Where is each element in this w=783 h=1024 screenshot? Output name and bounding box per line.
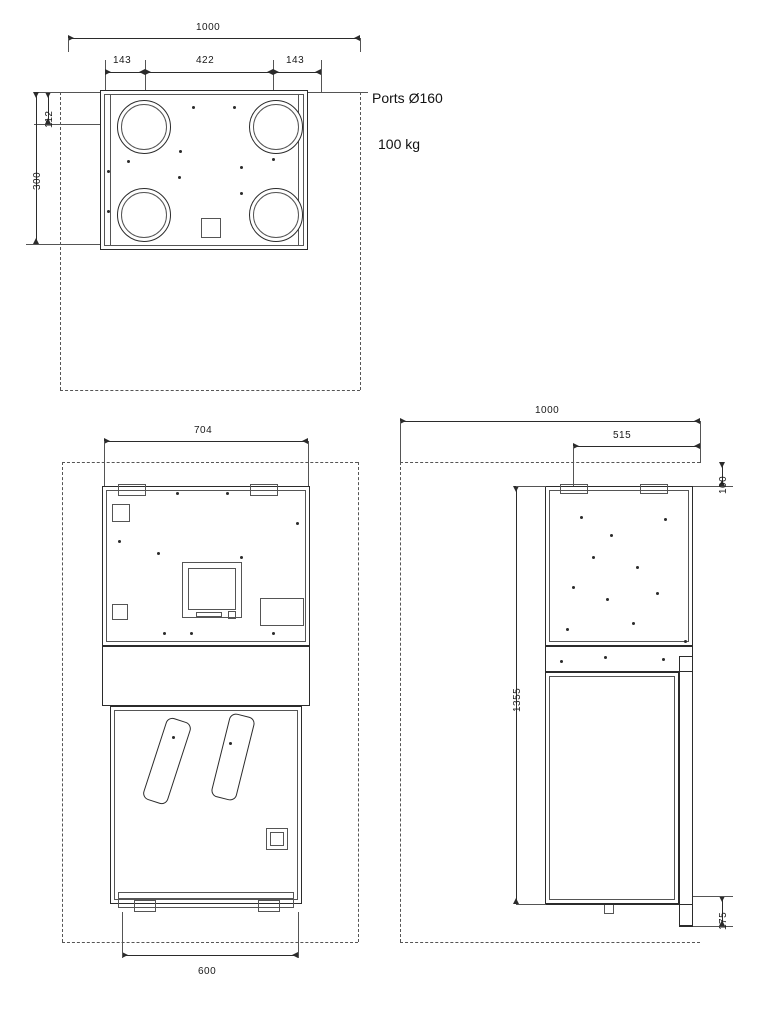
front-600-ext-left	[122, 912, 123, 958]
front-base-line	[118, 898, 294, 899]
ports-leader-line	[308, 92, 368, 93]
front-view-dot	[229, 742, 232, 745]
side-1000-dim-line	[400, 421, 700, 422]
top-chain-arrow-c	[145, 69, 151, 75]
side-1355-ext-bottom	[516, 904, 546, 905]
front-600-ext-right	[298, 912, 299, 958]
front-foot-right	[258, 900, 280, 912]
side-top-offset-label: 100	[718, 475, 729, 494]
top-chain-ext-1	[105, 60, 106, 92]
front-view-dot	[118, 540, 121, 543]
top-overall-width-label: 1000	[196, 22, 221, 33]
front-envelope-top	[62, 462, 358, 463]
top-chain-ext-4	[321, 60, 322, 92]
side-515-dim-line	[573, 446, 700, 447]
side-view-dot	[566, 628, 569, 631]
side-envelope-left	[400, 462, 401, 942]
side-view-dot	[592, 556, 595, 559]
front-704-dim-line	[104, 441, 308, 442]
top-overall-ext-left	[68, 38, 69, 52]
front-envelope-right	[358, 462, 359, 942]
side-100-arrow-top	[719, 462, 725, 468]
front-width-label: 704	[194, 425, 213, 436]
side-foot-label: 175	[718, 911, 729, 930]
top-envelope-right	[360, 92, 361, 390]
side-view-dot	[656, 592, 659, 595]
side-view-dot	[684, 640, 687, 643]
top-view-dot	[107, 170, 110, 173]
top-view-dot	[107, 210, 110, 213]
top-view-dot	[192, 106, 195, 109]
top-port-edge-label: 112	[44, 110, 55, 128]
front-view-dot	[240, 556, 243, 559]
top-chain-dim-line	[105, 72, 321, 73]
side-1355-ext-top	[516, 486, 546, 487]
port-top-left-inner	[121, 104, 167, 150]
top-overall-ext-right	[360, 38, 361, 52]
top-right-offset-label: 143	[286, 55, 305, 66]
side-515-ext-left	[573, 446, 574, 486]
port-bottom-right-inner	[253, 192, 299, 238]
front-mid-body	[102, 646, 310, 706]
side-view-dot	[580, 516, 583, 519]
front-lower-inner	[114, 710, 298, 900]
top-chain-arrow-f	[315, 69, 321, 75]
top-view-dot	[233, 106, 236, 109]
front-view-dot	[176, 492, 179, 495]
top-chain-arrow-a	[105, 69, 111, 75]
side-upper-inner	[549, 490, 689, 642]
front-upper-panel-right	[260, 598, 304, 626]
front-upper-square-tl	[112, 504, 130, 522]
top-chain-ext-2	[145, 60, 146, 92]
side-1000-ext-right	[700, 421, 701, 463]
side-height-label: 1355	[512, 687, 523, 712]
front-top-bracket-right	[250, 484, 278, 496]
top-view-dot	[178, 176, 181, 179]
top-view-dot	[179, 150, 182, 153]
front-control-slot	[196, 612, 222, 617]
front-600-dim-line	[122, 955, 298, 956]
side-view-dot	[632, 622, 635, 625]
front-704-ext-left	[104, 441, 105, 487]
side-foot-bottom-line	[679, 926, 693, 927]
side-top-bracket-right	[640, 484, 668, 494]
side-view-dot	[606, 598, 609, 601]
side-1000-ext-left	[400, 421, 401, 463]
side-515-arrow-right	[694, 443, 700, 449]
front-envelope-bottom	[62, 942, 358, 943]
front-view-dot	[296, 522, 299, 525]
front-view-dot	[163, 632, 166, 635]
top-300-ext-bottom	[26, 244, 106, 245]
top-view-access-square	[201, 218, 221, 238]
side-lower-inner	[549, 676, 675, 900]
side-drain-stub	[604, 904, 614, 914]
side-envelope-bottom	[400, 942, 700, 943]
top-view-dot	[240, 192, 243, 195]
port-top-right-inner	[253, 104, 299, 150]
top-depth-label: 300	[32, 171, 43, 190]
top-center-span-label: 422	[196, 55, 215, 66]
top-view-dot	[240, 166, 243, 169]
top-chain-ext-3	[273, 60, 274, 92]
front-view-dot	[272, 632, 275, 635]
front-upper-square-bl	[112, 604, 128, 620]
top-view-left-rail	[110, 94, 111, 246]
weight-note: 100 kg	[378, 136, 421, 152]
side-mid-band	[545, 646, 693, 672]
front-foot-left	[134, 900, 156, 912]
top-overall-dim-line	[68, 38, 360, 39]
side-back-column	[679, 656, 693, 926]
front-envelope-left	[62, 462, 63, 942]
side-top-bracket-left	[560, 484, 588, 494]
ports-note: Ports Ø160	[372, 90, 443, 106]
side-view-dot	[572, 586, 575, 589]
port-bottom-left-inner	[121, 192, 167, 238]
front-lower-square-inner	[270, 832, 284, 846]
front-view-dot	[226, 492, 229, 495]
front-704-ext-right	[308, 441, 309, 487]
top-left-offset-label: 143	[113, 55, 132, 66]
top-view-dot	[127, 160, 130, 163]
top-envelope-bottom	[60, 390, 360, 391]
front-view-dot	[157, 552, 160, 555]
front-base-width-label: 600	[198, 966, 217, 977]
top-envelope-left	[60, 92, 61, 390]
top-view-dot	[272, 158, 275, 161]
front-control-box-inner	[188, 568, 236, 610]
side-175-ext-top	[693, 896, 733, 897]
side-base-line	[545, 904, 693, 905]
top-300-arrow-top	[33, 92, 39, 98]
side-envelope-top	[400, 462, 700, 463]
top-300-dim-line	[36, 92, 37, 244]
front-view-dot	[190, 632, 193, 635]
side-view-dot	[610, 534, 613, 537]
side-overall-label: 1000	[535, 405, 560, 416]
front-control-knob	[228, 611, 236, 619]
side-view-dot	[664, 518, 667, 521]
front-top-bracket-left	[118, 484, 146, 496]
side-view-dot	[636, 566, 639, 569]
side-depth-label: 515	[613, 430, 632, 441]
top-chain-arrow-e	[273, 69, 279, 75]
front-view-dot	[172, 736, 175, 739]
